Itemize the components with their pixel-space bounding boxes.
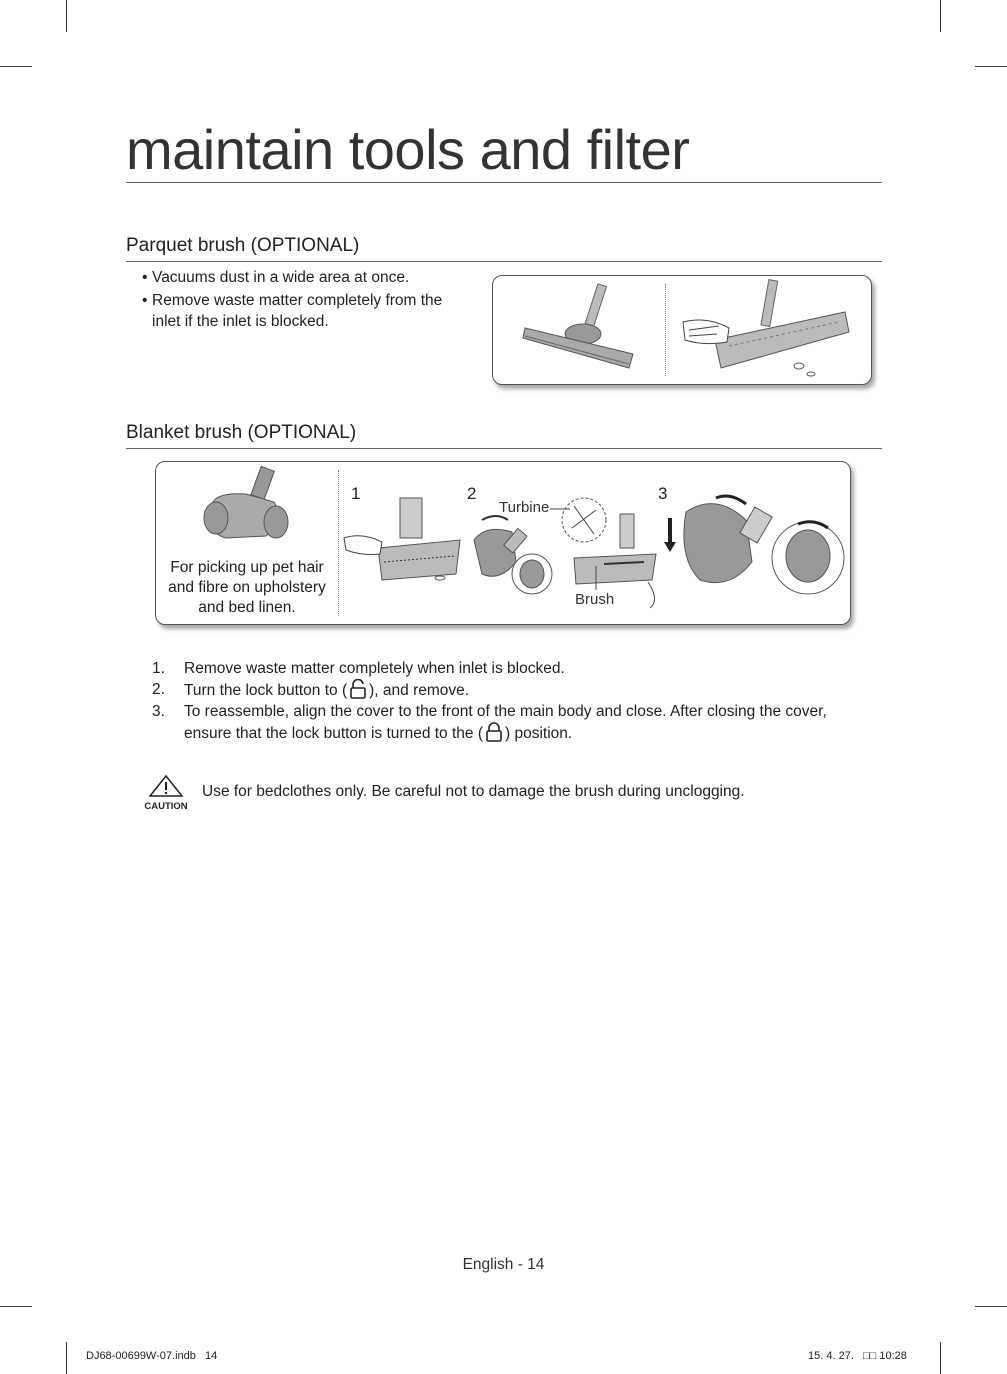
step-text: ) position. (505, 725, 573, 742)
list-item (152, 679, 872, 701)
lock-icon (485, 722, 503, 742)
step-text: ), and remove. (369, 682, 470, 699)
parquet-heading: Parquet brush (OPTIONAL) (126, 235, 882, 262)
crop-mark (66, 0, 67, 32)
step-number: 2. (152, 681, 165, 698)
step-number: 3. (152, 703, 165, 720)
turbine-callout: Turbine (499, 499, 550, 516)
print-slug-file: DJ68-00699W-07.indb 14 (86, 1350, 218, 1362)
list-item: • Vacuums dust in a wide area at once. (126, 267, 466, 288)
caution-label: CAUTION (144, 801, 188, 812)
caution-block (136, 774, 196, 812)
step-number: 1. (152, 660, 165, 677)
step-label: 3 (658, 484, 668, 503)
step-text: Turn the lock button to ( (184, 682, 348, 699)
parquet-bullet-list (126, 267, 466, 334)
unlock-icon (349, 679, 367, 699)
print-slug-date: 15. 4. 27. □□ 10:28 (808, 1350, 907, 1362)
step-label: 2 (467, 484, 477, 503)
blanket-steps-list (152, 658, 872, 744)
crop-mark (66, 1342, 67, 1374)
crop-mark (940, 0, 941, 32)
step-text: Remove waste matter completely when inlet is blocked. (184, 660, 565, 677)
page-number: English - 14 (462, 1256, 545, 1273)
blanket-illustration (155, 461, 851, 625)
warning-icon (148, 774, 184, 798)
caution-text: Use for bedclothes only. Be careful not to damage the brush during unclogging. (202, 783, 745, 800)
parquet-brush-drawing (493, 276, 871, 384)
crop-mark (0, 66, 32, 67)
crop-mark (975, 66, 1007, 67)
crop-mark (975, 1306, 1007, 1307)
list-item (152, 701, 872, 744)
parquet-illustration (492, 275, 872, 385)
crop-mark (0, 1306, 32, 1307)
list-item: • Remove waste matter completely from the inlet if the inlet is blocked. (126, 290, 466, 332)
step-text: To reassemble, align the cover to the front of the main body and close. After closing the cover, (184, 703, 827, 720)
page-title: maintain tools and filter (126, 118, 882, 183)
crop-mark (940, 1342, 941, 1374)
blanket-caption: For picking up pet hair and fibre on upholstery and bed linen. (168, 559, 326, 616)
list-item (152, 658, 872, 679)
brush-callout: Brush (575, 591, 615, 608)
blanket-heading: Blanket brush (OPTIONAL) (126, 422, 882, 449)
step-label: 1 (351, 484, 361, 503)
step-text: ensure that the lock button is turned to the ( (184, 725, 483, 742)
